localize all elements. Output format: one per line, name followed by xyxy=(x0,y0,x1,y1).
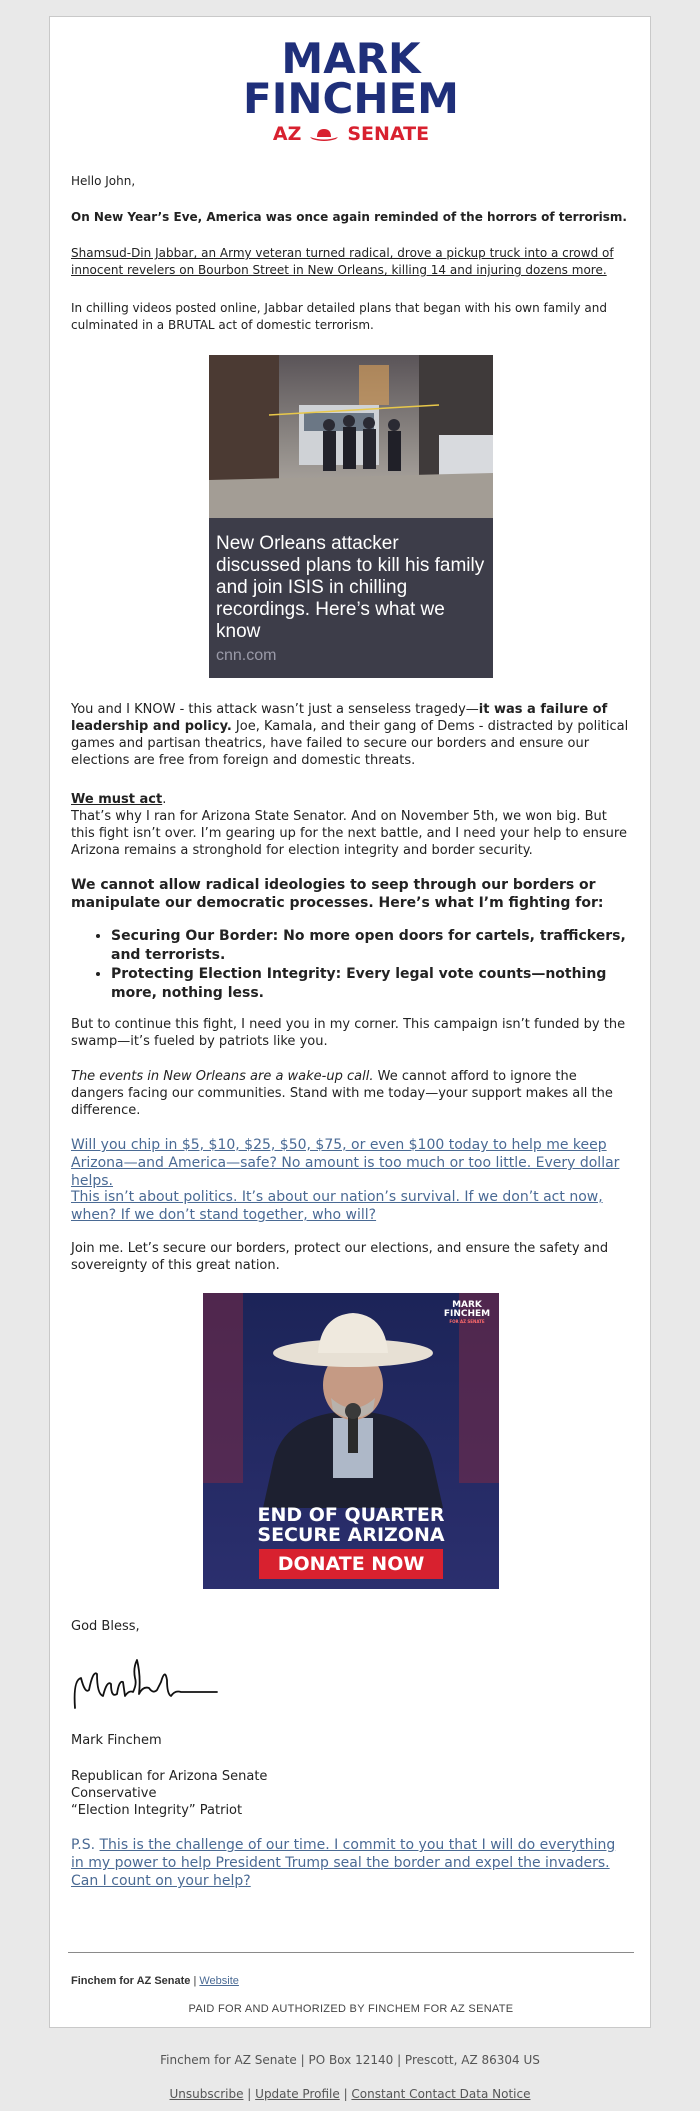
signature-image xyxy=(71,1650,221,1715)
wakeup-paragraph xyxy=(71,1068,631,1119)
ran-for-paragraph: That’s why I ran for Arizona State Senator. And on November 5th, we won big. But this fight isn’t over. I’m gearing up for the next battle, and I need your help to ensure Arizona remains a stronghold for election integrity and border security. xyxy=(71,809,627,858)
news-article-link[interactable]: Shamsud-Din Jabbar, an Army veteran turned radical, drove a pickup truck into a crowd of innocent revelers on Bourbon Street in New Orleans, killing 14 and injuring dozens more. xyxy=(71,246,614,277)
greeting: Hello John, xyxy=(71,174,136,188)
fighting-for-list xyxy=(71,927,631,1003)
logo-senate: SENATE xyxy=(347,123,430,145)
donate-now-button[interactable]: DONATE NOW xyxy=(259,1549,443,1579)
survival-link[interactable]: This isn’t about politics. It’s about our nation’s survival. If we don’t act now, when? If we don’t stand together, who will? xyxy=(71,1189,603,1223)
footer-divider xyxy=(68,1952,634,1953)
know-part-2: Joe, Kamala, and their gang of Dems - distracted by political games and partisan theatrics, have failed to secure our borders and ensure our elections are free from foreign and domestic threats. xyxy=(71,719,629,768)
join-me-paragraph: Join me. Let’s secure our borders, protect our elections, and ensure the safety and sovereignty of this great nation. xyxy=(71,1241,609,1273)
wakeup-italic: The events in New Orleans are a wake-up call. xyxy=(71,1069,374,1084)
must-act-heading xyxy=(71,791,631,808)
donate-logo-line-1: MARK xyxy=(452,1300,482,1310)
title-line: Conservative xyxy=(71,1786,157,1801)
update-profile-link[interactable]: Update Profile xyxy=(255,2087,340,2101)
footer-separator: | xyxy=(190,1975,200,1987)
know-paragraph xyxy=(71,701,631,769)
donate-now-image[interactable] xyxy=(203,1293,499,1589)
know-part-1: You and I KNOW - this attack wasn’t just a senseless tragedy— xyxy=(71,702,479,717)
cnn-article-card[interactable] xyxy=(209,355,493,678)
mailing-address: Finchem for AZ Senate | PO Box 12140 | Prescott, AZ 86304 US xyxy=(160,2053,540,2067)
logo-az: AZ xyxy=(272,123,302,145)
donate-banner-line-1: END OF QUARTER xyxy=(257,1504,445,1526)
ps-label: P.S. xyxy=(71,1837,100,1853)
footer-org-name: Finchem for AZ Senate xyxy=(71,1975,191,1987)
paid-for-disclaimer: PAID FOR AND AUTHORIZED BY FINCHEM FOR AZ SENATE xyxy=(188,2003,514,2015)
list-item: • Securing Our Border: No more open doors for cartels, traffickers, and terrorists. xyxy=(111,927,631,965)
signer-titles xyxy=(71,1768,631,1819)
know-bold: it was a failure of leadership and policy. xyxy=(71,702,608,734)
cowboy-hat-icon xyxy=(309,127,339,141)
cannot-allow-paragraph: We cannot allow radical ideologies to seep through our borders or manipulate our democratic processes. Here’s what I’m fighting for: xyxy=(71,877,604,911)
constant-contact-notice-link[interactable]: Constant Contact Data Notice xyxy=(351,2087,531,2101)
logo-line-az-senate xyxy=(240,123,462,145)
footer-website-link[interactable]: Website xyxy=(199,1975,239,1987)
signer-name: Mark Finchem xyxy=(71,1733,162,1748)
donate-banner-line-2: SECURE ARIZONA xyxy=(257,1524,445,1546)
chip-in-link[interactable]: Will you chip in $5, $10, $25, $50, $75, or even $100 today to help me keep Arizona—and America—safe? No amount is too much or too little. Every dollar helps. xyxy=(71,1137,620,1189)
list-item: • Protecting Election Integrity: Every legal vote counts—nothing more, nothing less. xyxy=(111,965,631,1003)
must-act-text: We must act xyxy=(71,792,163,807)
lead-paragraph: On New Year’s Eve, America was once again reminded of the horrors of terrorism. xyxy=(71,210,627,224)
closing: God Bless, xyxy=(71,1619,140,1634)
videos-paragraph: In chilling videos posted online, Jabbar detailed plans that began with his own family and culminated in a BRUTAL act of domestic terrorism. xyxy=(71,301,607,332)
footer-links: Unsubscribe | Update Profile | Constant Contact Data Notice xyxy=(169,2087,531,2101)
wakeup-rest: We cannot afford to ignore the dangers facing our communities. Stand with me today—your support makes all the difference. xyxy=(71,1069,613,1118)
news-scene-photo xyxy=(209,355,493,518)
logo-line-finchem: FINCHEM xyxy=(243,74,459,123)
must-act-period: . xyxy=(162,792,167,807)
ps-paragraph xyxy=(71,1836,631,1890)
cnn-headline: New Orleans attacker discussed plans to kill his family and join ISIS in chilling recordings. Here’s what we know xyxy=(216,533,485,642)
ps-link[interactable]: This is the challenge of our time. I commit to you that I will do everything in my power to help President Trump seal the border and expel the invaders. Can I count on your help? xyxy=(71,1837,616,1889)
footer-org-line xyxy=(71,1975,239,1987)
donate-logo-line-3: FOR AZ SENATE xyxy=(449,1319,485,1324)
title-line: Republican for Arizona Senate xyxy=(71,1769,268,1784)
logo-line-mark: MARK xyxy=(281,34,421,83)
title-line: “Election Integrity” Patriot xyxy=(71,1803,243,1818)
cnn-source: cnn.com xyxy=(216,647,277,664)
donate-logo xyxy=(439,1301,495,1325)
email-card xyxy=(49,16,651,2028)
donate-logo-line-2: FINCHEM xyxy=(443,1309,491,1319)
corner-paragraph: But to continue this fight, I need you in my corner. This campaign isn’t funded by the swamp—it’s fueled by patriots like you. xyxy=(71,1017,626,1049)
campaign-logo xyxy=(240,34,462,149)
unsubscribe-link[interactable]: Unsubscribe xyxy=(169,2087,244,2101)
donate-banner xyxy=(203,1505,499,1545)
